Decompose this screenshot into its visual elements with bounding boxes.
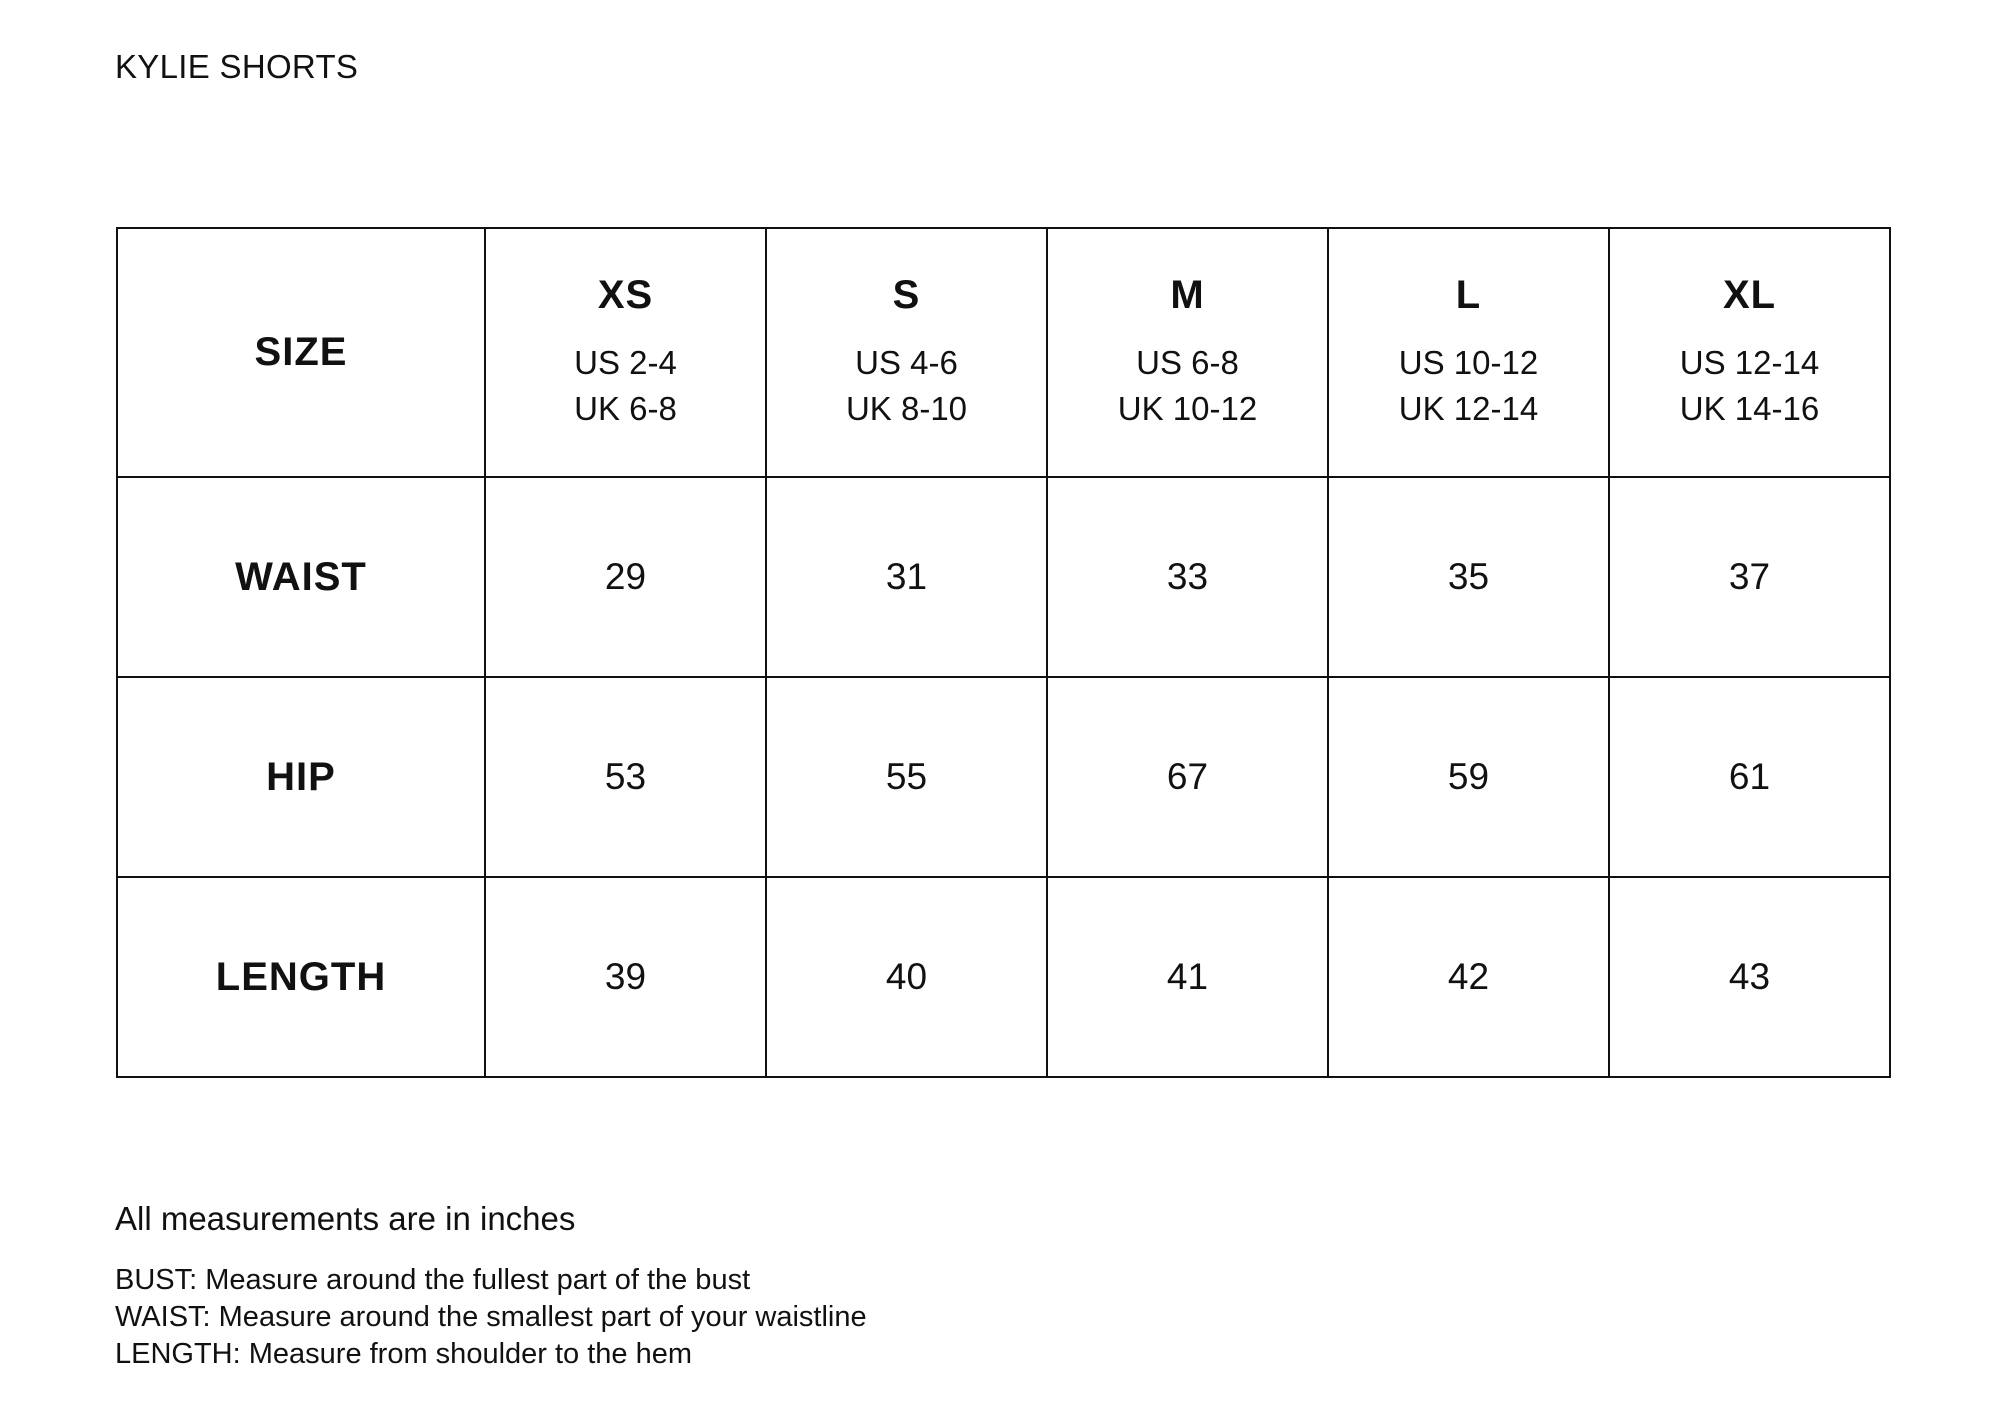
value-cell bbox=[1609, 877, 1890, 1077]
measurement-value: 37 bbox=[1728, 556, 1771, 597]
row-label-cell bbox=[117, 877, 485, 1077]
size-code: M bbox=[1170, 273, 1205, 317]
value-cell bbox=[1328, 477, 1609, 677]
size-header-cell-s bbox=[766, 228, 1047, 477]
uk-size: UK 8-10 bbox=[845, 390, 968, 427]
size-code: L bbox=[1455, 273, 1482, 317]
measurement-value: 42 bbox=[1447, 956, 1490, 997]
size-header-cell-l bbox=[1328, 228, 1609, 477]
measurement-value: 67 bbox=[1166, 756, 1209, 797]
us-size: US 10-12 bbox=[1398, 344, 1539, 381]
measurement-value: 43 bbox=[1728, 956, 1771, 997]
value-cell bbox=[1328, 877, 1609, 1077]
units-note: All measurements are in inches bbox=[115, 1200, 576, 1237]
table-row-hip bbox=[117, 677, 1890, 877]
page-title: KYLIE SHORTS bbox=[115, 48, 359, 85]
size-header-cell-xl bbox=[1609, 228, 1890, 477]
value-cell bbox=[485, 877, 766, 1077]
row-label-cell bbox=[117, 677, 485, 877]
instruction-line-length: LENGTH: Measure from shoulder to the hem bbox=[115, 1338, 693, 1370]
measurement-value: 61 bbox=[1728, 756, 1771, 797]
measurement-value: 55 bbox=[885, 756, 928, 797]
value-cell bbox=[485, 677, 766, 877]
measurement-value: 53 bbox=[604, 756, 647, 797]
value-cell bbox=[1609, 477, 1890, 677]
measurement-value: 40 bbox=[885, 956, 928, 997]
uk-size: UK 6-8 bbox=[574, 390, 677, 427]
us-size: US 12-14 bbox=[1679, 344, 1820, 381]
row-label-hip: HIP bbox=[266, 754, 336, 799]
instruction-line-bust: BUST: Measure around the fullest part of the bust bbox=[115, 1264, 751, 1296]
size-code: S bbox=[892, 273, 921, 317]
measurement-value: 31 bbox=[885, 556, 928, 597]
row-label-length: LENGTH bbox=[215, 954, 387, 999]
value-cell bbox=[485, 477, 766, 677]
measurement-value: 59 bbox=[1447, 756, 1490, 797]
value-cell bbox=[1328, 677, 1609, 877]
size-chart-table bbox=[116, 227, 1891, 1078]
uk-size: UK 14-16 bbox=[1679, 390, 1820, 427]
value-cell bbox=[766, 677, 1047, 877]
uk-size: UK 10-12 bbox=[1117, 390, 1258, 427]
us-size: US 6-8 bbox=[1136, 344, 1239, 381]
value-cell bbox=[766, 477, 1047, 677]
us-size: US 2-4 bbox=[574, 344, 677, 381]
measurement-value: 39 bbox=[604, 956, 647, 997]
measurement-value: 41 bbox=[1166, 956, 1209, 997]
table-row-waist bbox=[117, 477, 1890, 677]
us-size: US 4-6 bbox=[855, 344, 958, 381]
row-label-cell bbox=[117, 477, 485, 677]
value-cell bbox=[1047, 677, 1328, 877]
measuring-instructions bbox=[115, 1262, 867, 1373]
measurement-value: 29 bbox=[604, 556, 647, 597]
corner-header-cell bbox=[117, 228, 485, 477]
size-header-label: SIZE bbox=[254, 330, 348, 374]
measurement-value: 33 bbox=[1166, 556, 1209, 597]
value-cell bbox=[1609, 677, 1890, 877]
table-header-row bbox=[117, 228, 1890, 477]
uk-size: UK 12-14 bbox=[1398, 390, 1539, 427]
table-row-length bbox=[117, 877, 1890, 1077]
instruction-line-waist: WAIST: Measure around the smallest part of your waistline bbox=[115, 1301, 867, 1333]
size-header-cell-m bbox=[1047, 228, 1328, 477]
value-cell bbox=[1047, 877, 1328, 1077]
size-code: XL bbox=[1722, 273, 1777, 317]
size-header-cell-xs bbox=[485, 228, 766, 477]
size-code: XS bbox=[597, 273, 654, 317]
value-cell bbox=[766, 877, 1047, 1077]
measurement-value: 35 bbox=[1447, 556, 1490, 597]
value-cell bbox=[1047, 477, 1328, 677]
row-label-waist: WAIST bbox=[235, 554, 367, 599]
